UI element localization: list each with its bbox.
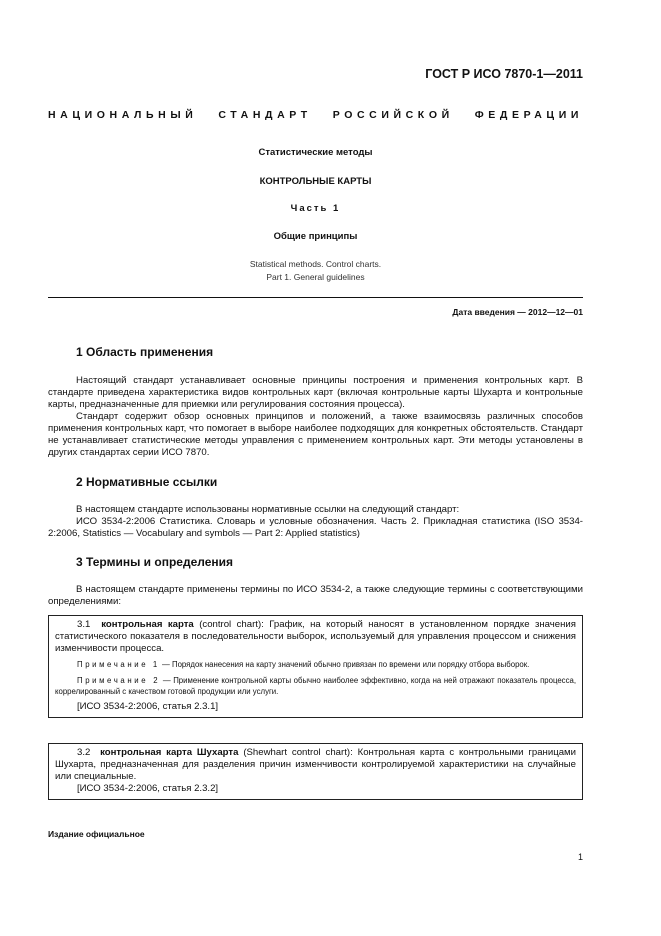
title-block bbox=[48, 147, 583, 284]
term-box-3-1 bbox=[48, 615, 583, 718]
section-2-paragraph-2: ИСО 3534-2:2006 Статистика. Словарь и условные обозначения. Часть 2. Прикладная статистика (ISO 3534-2:2006, Statistics — Vocabulary and symbols — Part 2: Applied statistics) bbox=[48, 516, 583, 539]
english-title-line-2: Part 1. General guidelines bbox=[266, 272, 365, 282]
term-3-2-number: 3.2 bbox=[77, 747, 91, 758]
section-1-paragraph-2: Стандарт содержит обзор основных принципов и положений, а также взаимосвязь различных способов применения контрольных карт, что помогает в выборе наиболее подходящих для конкретных обстоятельств. Стандарт не устанавливает статистические методы управления с применением контрольных карт. Эти методы установлены в других стандартах серии ИСО 7870. bbox=[48, 411, 583, 458]
term-3-1-number: 3.1 bbox=[77, 619, 91, 630]
term-box-3-2 bbox=[48, 743, 583, 800]
english-title bbox=[48, 258, 583, 284]
section-1-body bbox=[48, 375, 583, 459]
section-1-title: 1 Область применения bbox=[76, 345, 214, 359]
term-3-2-english: (Shewhart control chart): bbox=[243, 747, 353, 758]
term-3-2-term: контрольная карта Шухарта bbox=[100, 747, 239, 758]
horizontal-rule bbox=[48, 297, 583, 298]
term-3-1-reference: [ИСО 3534-2:2006, статья 2.3.1] bbox=[77, 700, 219, 712]
note-1-label: Примечание 1 bbox=[77, 660, 160, 669]
section-3-paragraph-1: В настоящем стандарте применены термины по ИСО 3534-2, а также следующие термины с соответствующими определениями: bbox=[48, 584, 583, 607]
term-3-2-text: Контрольная карта с контрольными границами Шухарта, предназначенная для разделения причин изменчивости контролируемой характеристики на случайные или специальные. bbox=[55, 747, 576, 782]
document-code: ГОСТ Р ИСО 7870-1—2011 bbox=[425, 67, 583, 81]
section-3-title: 3 Термины и определения bbox=[76, 555, 234, 569]
title-line-2: КОНТРОЛЬНЫЕ КАРТЫ bbox=[259, 176, 372, 187]
introduction-date: Дата введения — 2012—12—01 bbox=[452, 307, 583, 317]
section-2-body bbox=[48, 504, 583, 540]
title-line-1: Статистические методы bbox=[258, 147, 373, 158]
term-3-2-reference: [ИСО 3534-2:2006, статья 2.3.2] bbox=[77, 783, 219, 794]
term-3-1-english: (control chart): bbox=[199, 619, 264, 630]
english-title-line-1: Statistical methods. Control charts. bbox=[249, 259, 382, 269]
section-1-paragraph-1: Настоящий стандарт устанавливает основные принципы построения и применения контрольных карт. В стандарте приведена характеристика видов контрольных карт (включая контрольные карты Шухарта и контрольные карты, предназначенные для приемки или регулирования состояния процесса). bbox=[48, 375, 583, 410]
term-3-1-note-2 bbox=[55, 675, 576, 698]
national-standard-heading: НАЦИОНАЛЬНЫЙ СТАНДАРТ РОССИЙСКОЙ ФЕДЕРАЦИИ bbox=[48, 109, 583, 121]
note-2-label: Примечание 2 bbox=[77, 675, 161, 685]
term-3-1-definition bbox=[55, 619, 576, 655]
term-3-1-term: контрольная карта bbox=[101, 619, 194, 630]
note-1-text: — Порядок нанесения на карту значений обычно привязан по времени или порядку отбора выборок. bbox=[162, 660, 530, 669]
term-3-1-text: График, на который наносят в установленном порядке значения статистического показателя в последовательности выборок, используемый для управления процессом и снижения изменчивости процесса. bbox=[55, 619, 576, 654]
official-edition-label: Издание официальное bbox=[48, 829, 145, 839]
title-line-4: Общие принципы bbox=[273, 231, 358, 242]
title-line-3: Часть 1 bbox=[290, 203, 341, 214]
section-2-paragraph-1: В настоящем стандарте использованы нормативные ссылки на следующий стандарт: bbox=[76, 504, 460, 515]
term-3-1-note-1 bbox=[55, 659, 576, 671]
section-3-body bbox=[48, 584, 583, 608]
page-number: 1 bbox=[577, 852, 583, 862]
section-2-title: 2 Нормативные ссылки bbox=[76, 475, 218, 489]
note-2-text: — Применение контрольной карты обычно наиболее эффективно, когда на ней отражают показатель процесса, коррелированный с качеством готовой продукции или услуги. bbox=[55, 675, 576, 696]
term-3-2-definition bbox=[55, 747, 576, 783]
